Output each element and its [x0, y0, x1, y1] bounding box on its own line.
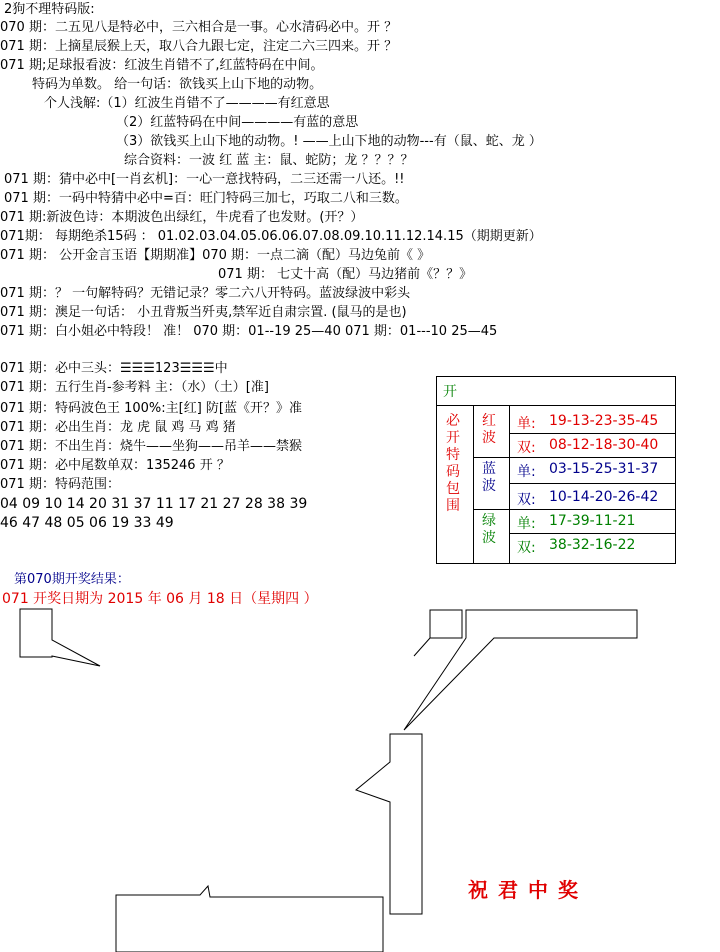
- group-name-green: 绿 波: [482, 513, 496, 546]
- green-double-label: 双:: [517, 540, 536, 556]
- table-header: 开: [443, 384, 457, 400]
- text-line: 个人浅解:（1）红波生肖错不了————有红意思: [44, 96, 330, 111]
- text-line: 071 期：五行生肖-参考料 主：（水）（土）[准]: [0, 380, 269, 395]
- text-line: 071 期：不出生肖：烧牛——坐狗——吊羊——禁猴: [0, 439, 302, 454]
- callout-box-small: [430, 610, 462, 638]
- text-line: 071 期：白小姐必中特段！ 准！ 070 期：01--19 25—40 071 期：01---10 25—45: [0, 324, 498, 339]
- green-double-values: 38-32-16-22: [549, 537, 636, 553]
- red-double-label: 双:: [517, 440, 536, 456]
- text-line: 特码为单数。 给一句话：欲钱买上山下地的动物。: [32, 77, 323, 92]
- green-single-values: 17-39-11-21: [549, 513, 636, 529]
- text-line: 070 期：二五见八是特必中，三六相合是一事。心水清码必中。开 ？: [0, 20, 398, 35]
- text-line: 071 期：澳足一句话： 小丑背叛当歼夷,禁军近自肃宗置. (鼠马的是也): [0, 305, 407, 320]
- callout-pointer: [414, 638, 430, 656]
- callout-tall-box: [356, 734, 422, 914]
- blue-single-values: 03-15-25-31-37: [549, 461, 659, 477]
- text-line: 071 期：特码范围：: [0, 477, 120, 492]
- text-line: 071 期：一码中特猜中必中=百：旺门特码三加七，巧取二八和三数。: [4, 191, 408, 206]
- green-single-label: 单:: [517, 516, 536, 532]
- group-name-blue: 蓝 波: [482, 461, 496, 494]
- page-title: 2狗不理特码版:: [4, 2, 95, 17]
- result-date: 071 开奖日期为 2015 年 06 月 18 日（星期四 ）: [2, 591, 318, 607]
- text-line: 071 期：上摘星辰猴上天，取八合九跟七定，注定二六三四来。开 ？: [0, 39, 398, 54]
- group-name-red: 红 波: [482, 413, 496, 446]
- blessing-text: 祝君中奖: [468, 878, 588, 902]
- text-line: 071 期;足球报看波：红波生肖错不了,红蓝特码在中间。: [0, 58, 324, 73]
- text-line: 071 期：特码波色王 100%:主[红] 防[蓝《开？》准: [0, 401, 302, 416]
- red-double-values: 08-12-18-30-40: [549, 437, 659, 453]
- text-line: 071 期：必出生肖：龙 虎 鼠 鸡 马 鸡 猪: [0, 420, 236, 435]
- text-line: （2）红蓝特码在中间————有蓝的意思: [116, 115, 359, 130]
- text-line: 综合资料：一波 红 蓝 主：鼠、蛇防；龙 ？？？？: [124, 153, 414, 168]
- text-line: 071 期： 公开金言玉语【期期准】070 期：一点二滴（配）马边兔前《 》: [0, 248, 431, 263]
- text-line: 071期： 每期绝杀15码 ： 01.02.03.04.05.06.06.07.08.09.10.11.12.14.15（期期更新）: [0, 229, 542, 244]
- text-line: 071 期：必中尾数单双：135246 开 ？: [0, 458, 230, 473]
- text-line: 071 期： 七丈十高（配）马边猪前《？？》: [218, 267, 473, 282]
- red-single-label: 单:: [517, 416, 536, 432]
- number-row: 46 47 48 05 06 19 33 49: [0, 515, 174, 531]
- blue-double-values: 10-14-20-26-42: [549, 489, 659, 505]
- number-row: 04 09 10 14 20 31 37 11 17 21 27 28 38 39: [0, 496, 308, 512]
- callout-bottom-box: [116, 886, 383, 952]
- table-side-label: 必 开 特 码 包 围: [446, 413, 460, 514]
- text-line: 071 期：必中三头：☰☰☰123☰☰☰中: [0, 361, 228, 376]
- text-line: 071 期:新波色诗：本期波色出绿红，牛虎看了也发财。(开？）: [0, 210, 364, 225]
- red-single-values: 19-13-23-35-45: [549, 413, 659, 429]
- text-line: 071 期：猜中必中[一肖玄机]：一心一意找特码，二三还需一八还。!!: [4, 172, 405, 187]
- callout-box-left: [20, 609, 100, 666]
- blue-single-label: 单:: [517, 464, 536, 480]
- result-heading: 第070期开奖结果：: [14, 572, 130, 587]
- blue-double-label: 双:: [517, 492, 536, 508]
- text-line: 071 期：？ 一句解特码？无错记录？零二六八开特码。蓝波绿波中彩头: [0, 286, 411, 301]
- text-line: （3）欲钱买上山下地的动物。! ——上山下地的动物---有（鼠、蛇、龙 ）: [116, 134, 542, 149]
